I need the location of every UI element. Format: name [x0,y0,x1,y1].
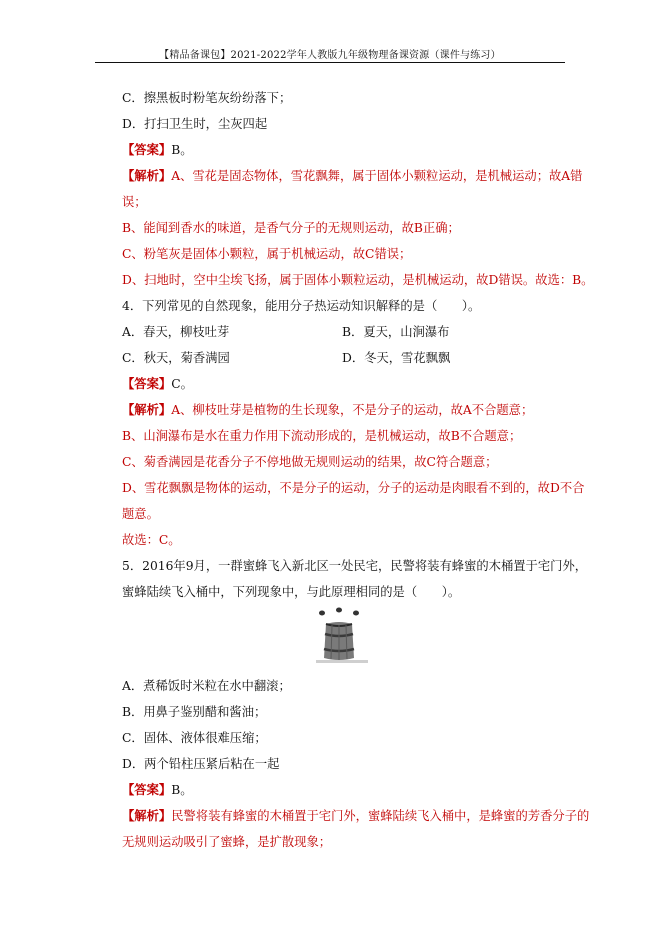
line-text: 故选：C。 [122,533,181,547]
text-line [122,756,279,772]
text-line [122,480,584,496]
line-text: 4．下列常见的自然现象，能用分子热运动知识解释的是（ ）。 [122,299,481,313]
text-line [122,116,267,132]
line-text: A．春天，柳枝吐芽 [122,325,230,339]
answer-label: 【答案】 [122,376,172,391]
text-line [122,246,411,262]
line-text: D．两个铅柱压紧后粘在一起 [122,757,280,771]
text-line [122,454,497,470]
text-line [122,808,589,824]
line-text: B、能闻到香水的味道，是香气分子的无规则运动，故B正确； [122,221,460,235]
option-right: D．冬天，雪花飘飘 [342,351,451,365]
text-line [122,532,181,548]
line-text: 无规则运动吸引了蜜蜂，是扩散现象； [122,835,332,849]
honey-barrel-illustration [312,606,372,664]
line-text: A、雪花是固态物体，雪花飘舞，属于固体小颗粒运动，是机械运动；故A错 [171,169,583,183]
line-text: B。 [171,783,193,797]
text-line [122,90,291,106]
text-line [122,584,460,600]
text-line [122,402,533,418]
line-text: C、粉笔灰是固体小颗粒，属于机械运动，故C错误； [122,247,412,261]
line-text: C．秋天，菊香满园 [122,351,230,365]
text-line [122,730,267,746]
text-line [122,142,193,158]
line-text: C．擦黑板时粉笔灰纷纷落下； [122,91,292,105]
line-text: C。 [171,377,193,391]
text-line [122,376,193,392]
line-text: B、山涧瀑布是水在重力作用下流动形成的，是机械运动，故B不合题意； [122,429,522,443]
text-line [122,782,193,798]
line-text: A、柳枝吐芽是植物的生长现象，不是分子的运动，故A不合题意； [171,403,534,417]
line-text: 误； [122,195,147,209]
text-line [122,704,266,720]
line-text: 民警将装有蜂蜜的木桶置于宅门外，蜜蜂陆续飞入桶中，是蜂蜜的芳香分子的 [171,809,590,823]
text-line [122,194,147,210]
line-text: 蜜蜂陆续飞入桶中，下列现象中，与此原理相同的是（ ）。 [122,585,461,599]
line-text: D、扫地时，空中尘埃飞扬，属于固体小颗粒运动，是机械运动，故D错误。故选：B。 [122,273,594,287]
header-divider [95,62,565,63]
analysis-label: 【解析】 [122,168,172,183]
line-text: C、菊香满园是花香分子不停地做无规则运动的结果，故C符合题意； [122,455,498,469]
option-right: B．夏天，山涧瀑布 [342,325,450,339]
line-text: C．固体、液体很难压缩； [122,731,267,745]
line-text: D、雪花飘飘是物体的运动，不是分子的运动，分子的运动是肉眼看不到的，故D不合 [122,481,585,495]
line-text: 5．2016年9月，一群蜜蜂飞入新北区一处民宅，民警将装有蜂蜜的木桶置于宅门外， [122,559,588,573]
line-text: 题意。 [122,507,159,521]
text-line [122,678,291,694]
line-text: D．打扫卫生时，尘灰四起 [122,117,268,131]
text-line [122,168,582,184]
line-text: B．用鼻子鉴别醋和酱油； [122,705,267,719]
text-line [122,428,521,444]
line-text: B。 [171,143,193,157]
analysis-label: 【解析】 [122,808,172,823]
text-line [122,558,587,574]
text-line [122,324,229,340]
text-line [122,834,331,850]
line-text: A．煮稀饭时米粒在水中翻滚； [122,679,291,693]
text-line [122,298,480,314]
text-line [122,220,460,236]
page-header: 【精品备课包】2021-2022学年人教版九年级物理备课资源（课件与练习） [159,50,501,61]
text-line [122,272,593,288]
text-line [122,350,230,366]
text-line [122,506,159,522]
answer-label: 【答案】 [122,142,172,157]
analysis-label: 【解析】 [122,402,172,417]
answer-label: 【答案】 [122,782,172,797]
